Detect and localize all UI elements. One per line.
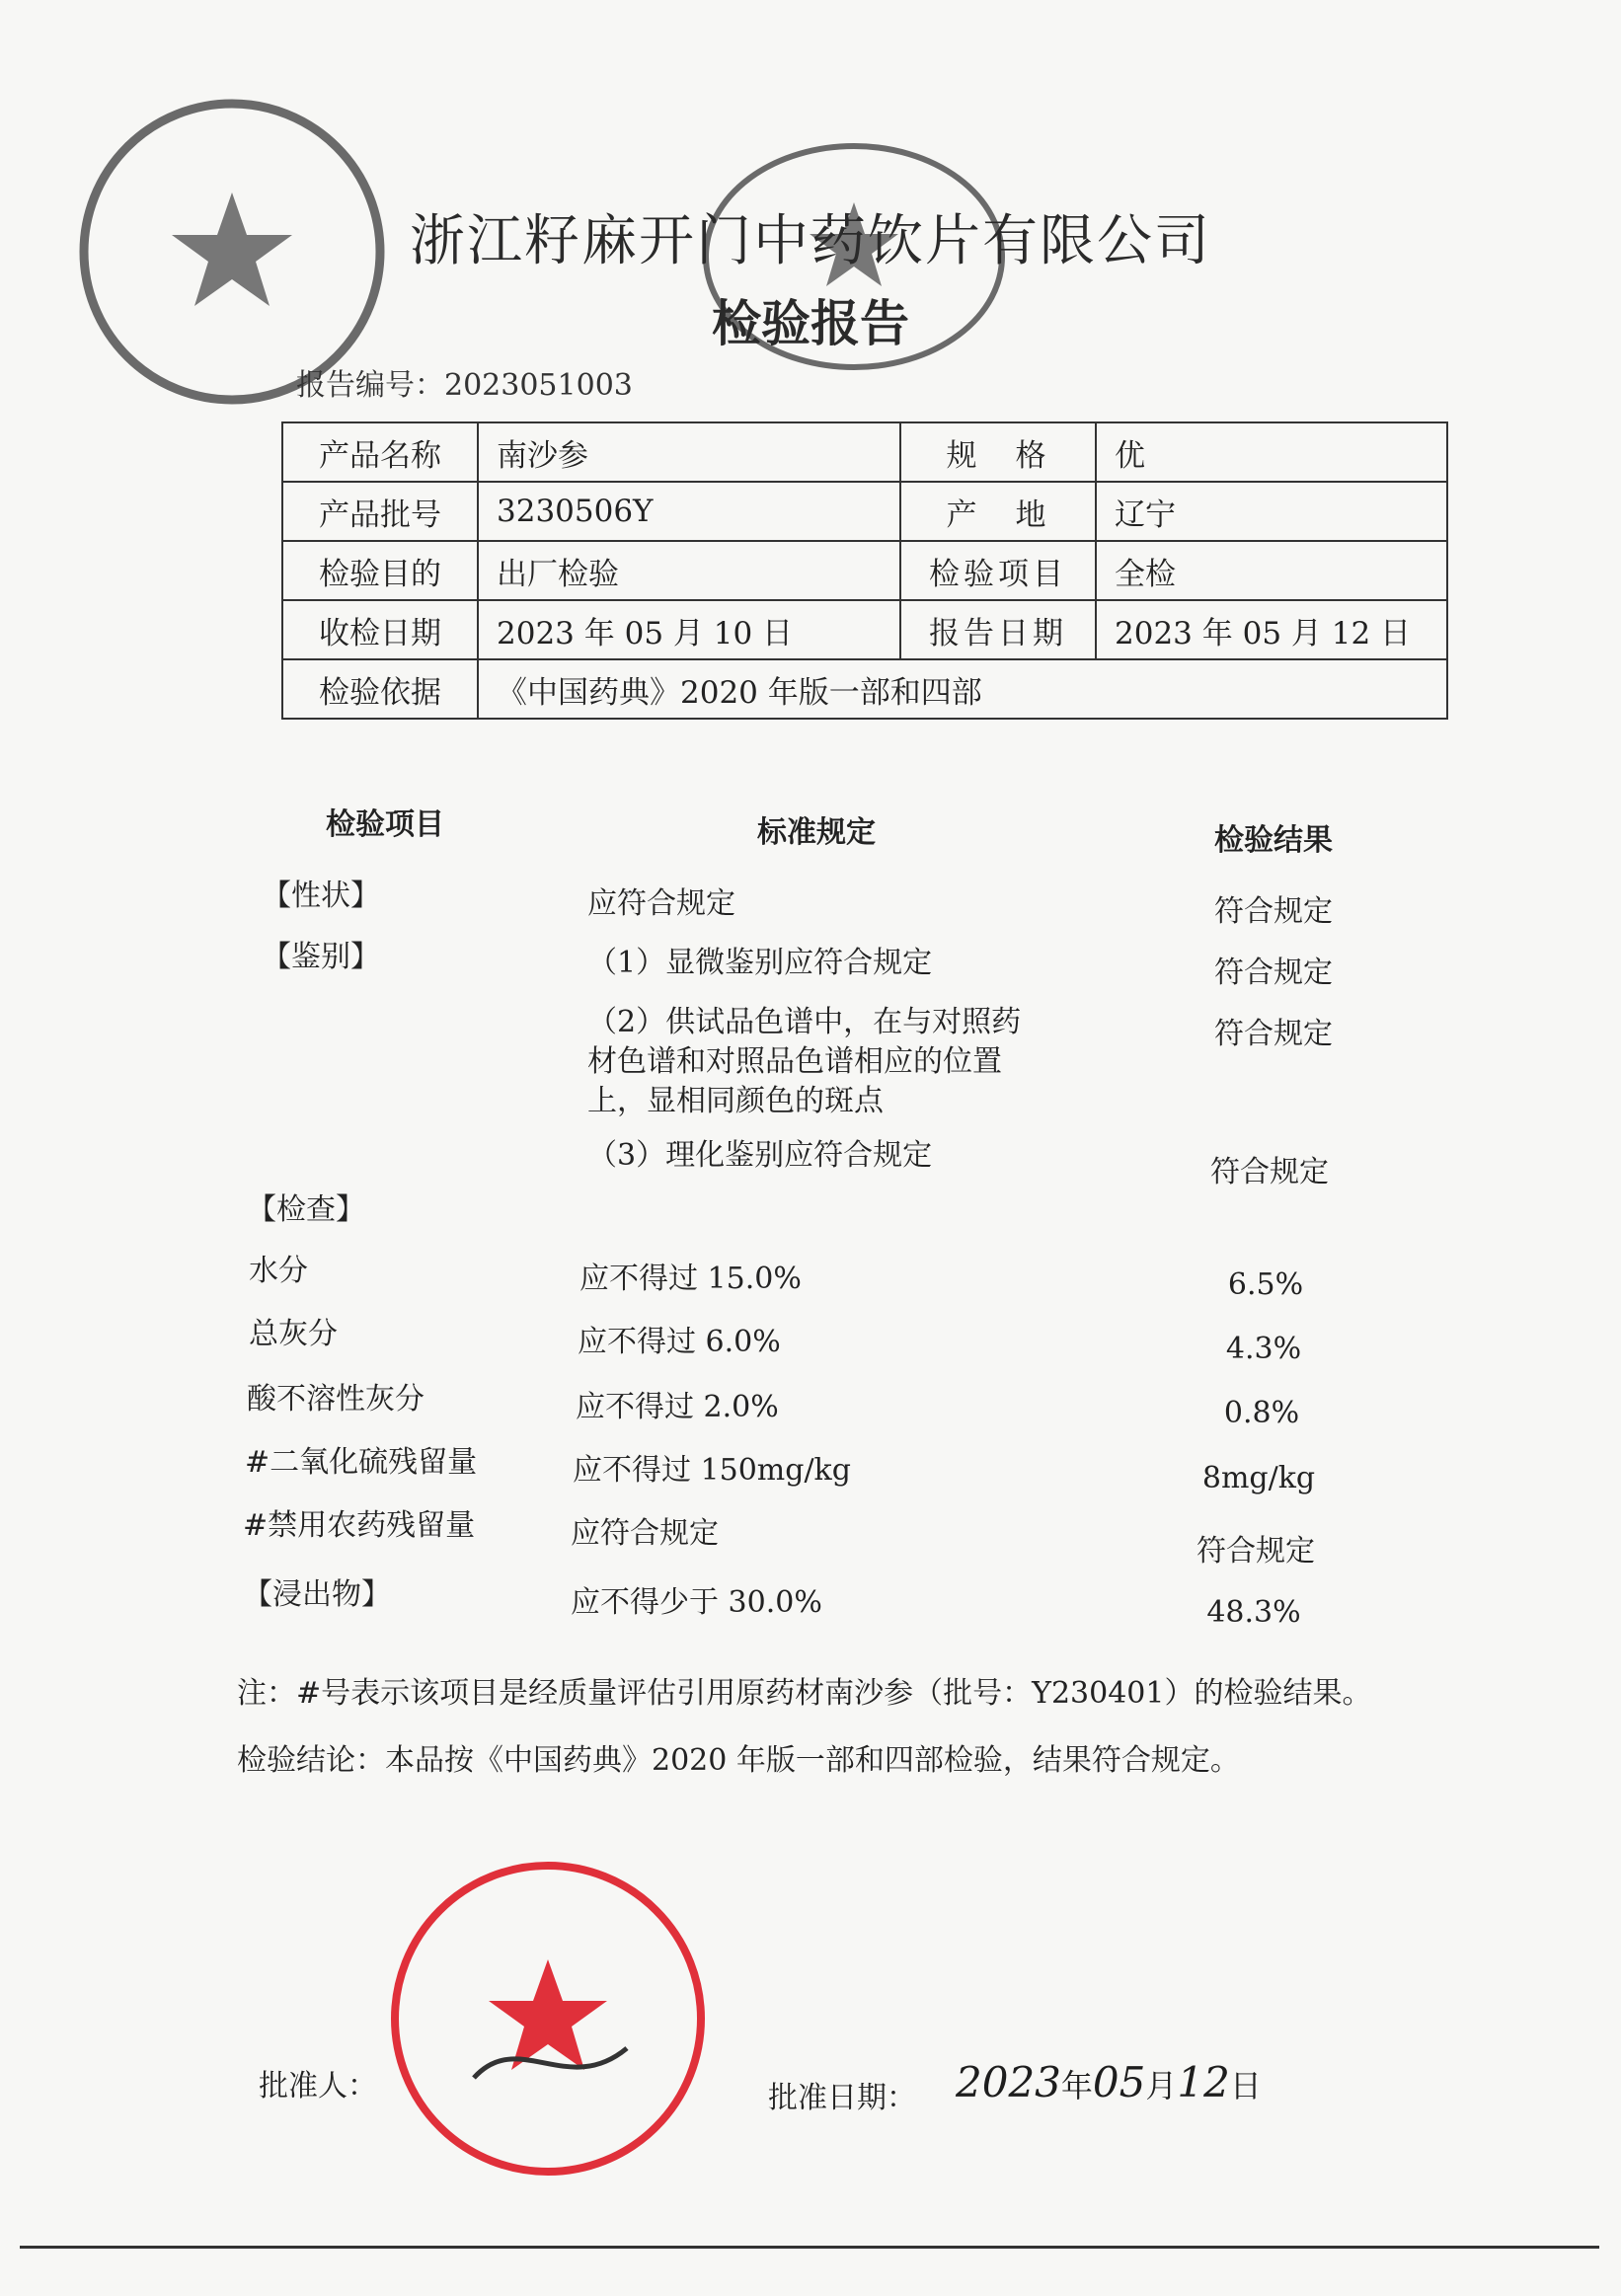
result-xingzhuang: 符合规定 bbox=[1214, 894, 1333, 929]
hand-day-unit: 日 bbox=[1229, 2067, 1262, 2105]
hand-year: 2023 bbox=[956, 2058, 1061, 2106]
report-title: 检验报告 bbox=[712, 295, 909, 352]
standard-moisture: 应不得过 15.0% bbox=[579, 1262, 802, 1296]
item-so2: #二氧化硫残留量 bbox=[245, 1445, 478, 1480]
receive-date-label: 收检日期 bbox=[282, 600, 478, 659]
item-jiancha: 【检查】 bbox=[247, 1192, 365, 1227]
standard-extract: 应不得少于 30.0% bbox=[571, 1585, 822, 1620]
batch-no-value: 3230506Y bbox=[478, 482, 900, 541]
item-xingzhuang: 【性状】 bbox=[262, 879, 380, 913]
result-total-ash: 4.3% bbox=[1225, 1332, 1302, 1366]
inspection-items-label: 检验项目 bbox=[900, 541, 1096, 600]
item-moisture: 水分 bbox=[249, 1254, 308, 1288]
report-number: 报告编号：2023051003 bbox=[296, 368, 633, 403]
standard-jianbie-2-line2: 材色谱和对照品色谱相应的位置 bbox=[587, 1044, 1002, 1079]
hand-month: 05 bbox=[1092, 2058, 1146, 2106]
receive-date-value: 2023 年 05 月 10 日 bbox=[478, 600, 900, 659]
quality-seal-stamp bbox=[380, 1851, 716, 2186]
basis-label: 检验依据 bbox=[282, 659, 478, 719]
hand-month-unit: 月 bbox=[1145, 2067, 1178, 2105]
hand-day: 12 bbox=[1177, 2058, 1230, 2106]
standard-total-ash: 应不得过 6.0% bbox=[578, 1325, 781, 1359]
col-header-result: 检验结果 bbox=[1214, 823, 1333, 858]
result-moisture: 6.5% bbox=[1227, 1267, 1304, 1302]
col-header-item: 检验项目 bbox=[326, 807, 444, 842]
table-row bbox=[282, 541, 1447, 600]
bottom-divider bbox=[20, 2246, 1599, 2249]
result-extract: 48.3% bbox=[1206, 1595, 1301, 1630]
standard-jianbie-2-line3: 上，显相同颜色的斑点 bbox=[587, 1084, 884, 1118]
origin-label: 产 地 bbox=[900, 482, 1096, 541]
result-jianbie-3: 符合规定 bbox=[1210, 1155, 1329, 1189]
product-info-table bbox=[281, 421, 1448, 720]
spec-label: 规 格 bbox=[900, 422, 1096, 482]
conclusion: 检验结论：本品按《中国药典》2020 年版一部和四部检验，结果符合规定。 bbox=[237, 1743, 1240, 1778]
spec-value: 优 bbox=[1096, 422, 1447, 482]
standard-xingzhuang: 应符合规定 bbox=[587, 886, 735, 921]
item-extract: 【浸出物】 bbox=[243, 1577, 391, 1612]
item-acid-ash: 酸不溶性灰分 bbox=[247, 1382, 425, 1416]
table-row bbox=[282, 482, 1447, 541]
result-acid-ash: 0.8% bbox=[1223, 1396, 1300, 1430]
result-jianbie-2: 符合规定 bbox=[1214, 1017, 1333, 1051]
standard-jianbie-1: （1）显微鉴别应符合规定 bbox=[587, 946, 933, 980]
handwritten-approve-date bbox=[956, 2058, 1262, 2106]
result-so2: 8mg/kg bbox=[1201, 1461, 1316, 1495]
table-row bbox=[282, 422, 1447, 482]
item-jianbie: 【鉴别】 bbox=[262, 940, 380, 974]
purpose-value: 出厂检验 bbox=[478, 541, 900, 600]
footnote: 注：#号表示该项目是经质量评估引用原药材南沙参（批号：Y230401）的检验结果。 bbox=[237, 1676, 1372, 1711]
standard-jianbie-2-line1: （2）供试品色谱中，在与对照药 bbox=[587, 1005, 1022, 1039]
hand-year-unit: 年 bbox=[1060, 2067, 1093, 2105]
standard-so2: 应不得过 150mg/kg bbox=[573, 1453, 851, 1488]
result-pesticide: 符合规定 bbox=[1196, 1534, 1315, 1569]
standard-pesticide: 应符合规定 bbox=[571, 1516, 719, 1551]
result-jianbie-1: 符合规定 bbox=[1214, 956, 1333, 990]
product-name-value: 南沙参 bbox=[478, 422, 900, 482]
item-pesticide: #禁用农药残留量 bbox=[243, 1508, 476, 1543]
approver-label: 批准人： bbox=[259, 2069, 377, 2104]
purpose-label: 检验目的 bbox=[282, 541, 478, 600]
standard-jianbie-3: （3）理化鉴别应符合规定 bbox=[587, 1138, 933, 1173]
basis-value: 《中国药典》2020 年版一部和四部 bbox=[478, 659, 1447, 719]
report-date-value: 2023 年 05 月 12 日 bbox=[1096, 600, 1447, 659]
batch-no-label: 产品批号 bbox=[282, 482, 478, 541]
table-row bbox=[282, 659, 1447, 719]
standard-acid-ash: 应不得过 2.0% bbox=[576, 1390, 779, 1424]
approve-date-label: 批准日期： bbox=[768, 2081, 916, 2115]
inspection-items-value: 全检 bbox=[1096, 541, 1447, 600]
company-title: 浙江籽麻开门中药饮片有限公司 bbox=[410, 209, 1211, 273]
origin-value: 辽宁 bbox=[1096, 482, 1447, 541]
item-total-ash: 总灰分 bbox=[249, 1317, 338, 1351]
table-row bbox=[282, 600, 1447, 659]
product-name-label: 产品名称 bbox=[282, 422, 478, 482]
report-date-label: 报告日期 bbox=[900, 600, 1096, 659]
col-header-standard: 标准规定 bbox=[757, 815, 876, 850]
